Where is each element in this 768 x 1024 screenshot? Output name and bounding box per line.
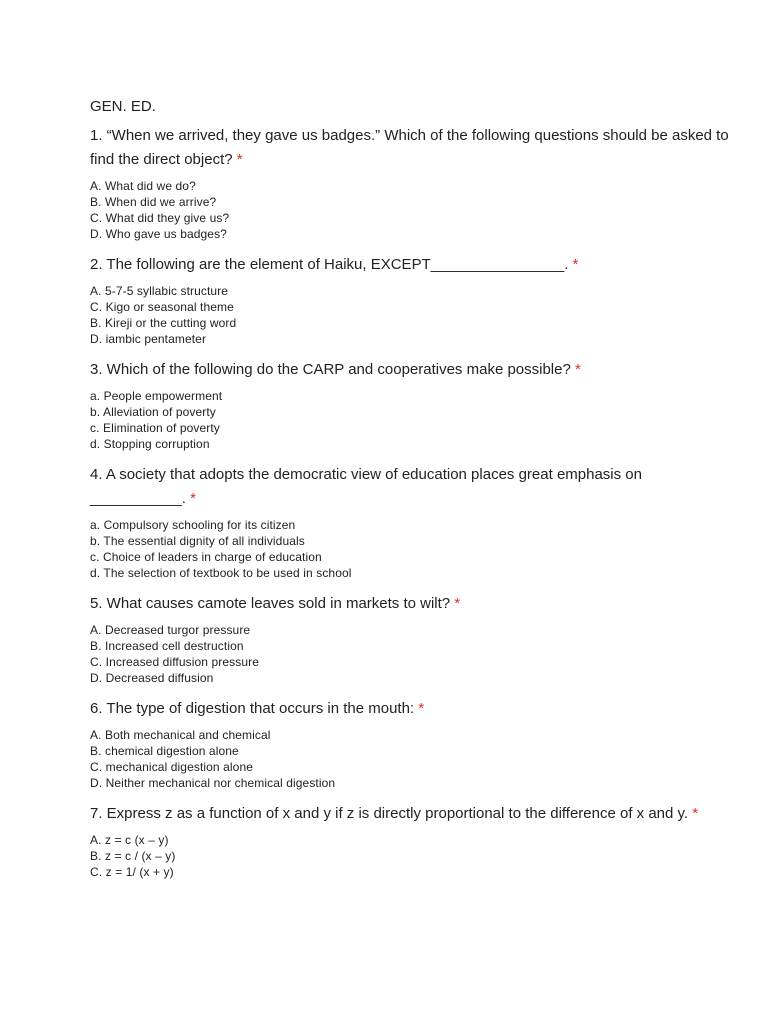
- question-4: [90, 463, 730, 581]
- required-marker: *: [236, 151, 243, 168]
- question-text: [90, 253, 730, 277]
- answer-option: C. Increased diffusion pressure: [90, 655, 259, 669]
- required-marker: *: [572, 256, 579, 273]
- question-text: [90, 697, 730, 721]
- answer-option: D. Decreased diffusion: [90, 671, 214, 685]
- required-marker: *: [692, 805, 699, 822]
- question-prompt: 5. What causes camote leaves sold in markets to wilt?: [90, 595, 451, 612]
- answer-options: [90, 517, 730, 581]
- question-text: [90, 592, 730, 616]
- question-prompt: 1. “When we arrived, they gave us badges.” Which of the following questions should be asked to find the direct object?: [90, 127, 729, 168]
- answer-option: B. chemical digestion alone: [90, 744, 239, 758]
- answer-option: A. 5-7-5 syllabic structure: [90, 284, 229, 298]
- answer-option: A. Both mechanical and chemical: [90, 728, 271, 742]
- question-text: [90, 124, 730, 172]
- answer-options: [90, 283, 730, 347]
- answer-option: A. Decreased turgor pressure: [90, 623, 251, 637]
- answer-option: B. Increased cell destruction: [90, 639, 244, 653]
- answer-option: c. Choice of leaders in charge of education: [90, 550, 322, 564]
- question-text: [90, 802, 730, 826]
- answer-option: C. What did they give us?: [90, 211, 230, 225]
- document-page: [90, 96, 730, 891]
- answer-options: [90, 727, 730, 791]
- required-marker: *: [190, 490, 196, 507]
- required-marker: *: [575, 361, 581, 378]
- question-6: [90, 697, 730, 791]
- required-marker: *: [454, 595, 461, 612]
- answer-options: [90, 178, 730, 242]
- question-prompt: 4. A society that adopts the democratic view of education places great emphasis on ___________.: [90, 466, 642, 507]
- answer-option: B. Kireji or the cutting word: [90, 316, 237, 330]
- answer-option: d. Stopping corruption: [90, 437, 210, 451]
- question-text: [90, 463, 730, 511]
- answer-option: b. The essential dignity of all individuals: [90, 534, 305, 548]
- answer-option: B. When did we arrive?: [90, 195, 217, 209]
- answer-option: D. Neither mechanical nor chemical digestion: [90, 776, 336, 790]
- document-title: GEN. ED.: [90, 98, 156, 115]
- question-prompt: 7. Express z as a function of x and y if z is directly proportional to the difference of x and y.: [90, 805, 689, 822]
- answer-option: c. Elimination of poverty: [90, 421, 220, 435]
- answer-option: a. Compulsory schooling for its citizen: [90, 518, 296, 532]
- question-5: [90, 592, 730, 686]
- answer-options: [90, 622, 730, 686]
- question-3: [90, 358, 730, 452]
- question-2: [90, 253, 730, 347]
- answer-options: [90, 388, 730, 452]
- question-7: [90, 802, 730, 880]
- question-text: [90, 358, 730, 382]
- required-marker: *: [418, 700, 425, 717]
- answer-option: b. Alleviation of poverty: [90, 405, 216, 419]
- answer-options: [90, 832, 730, 880]
- answer-option: C. mechanical digestion alone: [90, 760, 253, 774]
- answer-option: C. z = 1/ (x + y): [90, 865, 174, 879]
- question-prompt: 6. The type of digestion that occurs in the mouth:: [90, 700, 415, 717]
- question-prompt: 2. The following are the element of Haiku, EXCEPT________________.: [90, 256, 569, 273]
- answer-option: d. The selection of textbook to be used in school: [90, 566, 352, 580]
- answer-option: A. What did we do?: [90, 179, 196, 193]
- answer-option: C. Kigo or seasonal theme: [90, 300, 234, 314]
- answer-option: D. iambic pentameter: [90, 332, 207, 346]
- question-prompt: 3. Which of the following do the CARP and cooperatives make possible?: [90, 361, 571, 378]
- answer-option: A. z = c (x – y): [90, 833, 169, 847]
- answer-option: D. Who gave us badges?: [90, 227, 227, 241]
- answer-option: a. People empowerment: [90, 389, 223, 403]
- answer-option: B. z = c / (x – y): [90, 849, 176, 863]
- question-1: [90, 124, 730, 242]
